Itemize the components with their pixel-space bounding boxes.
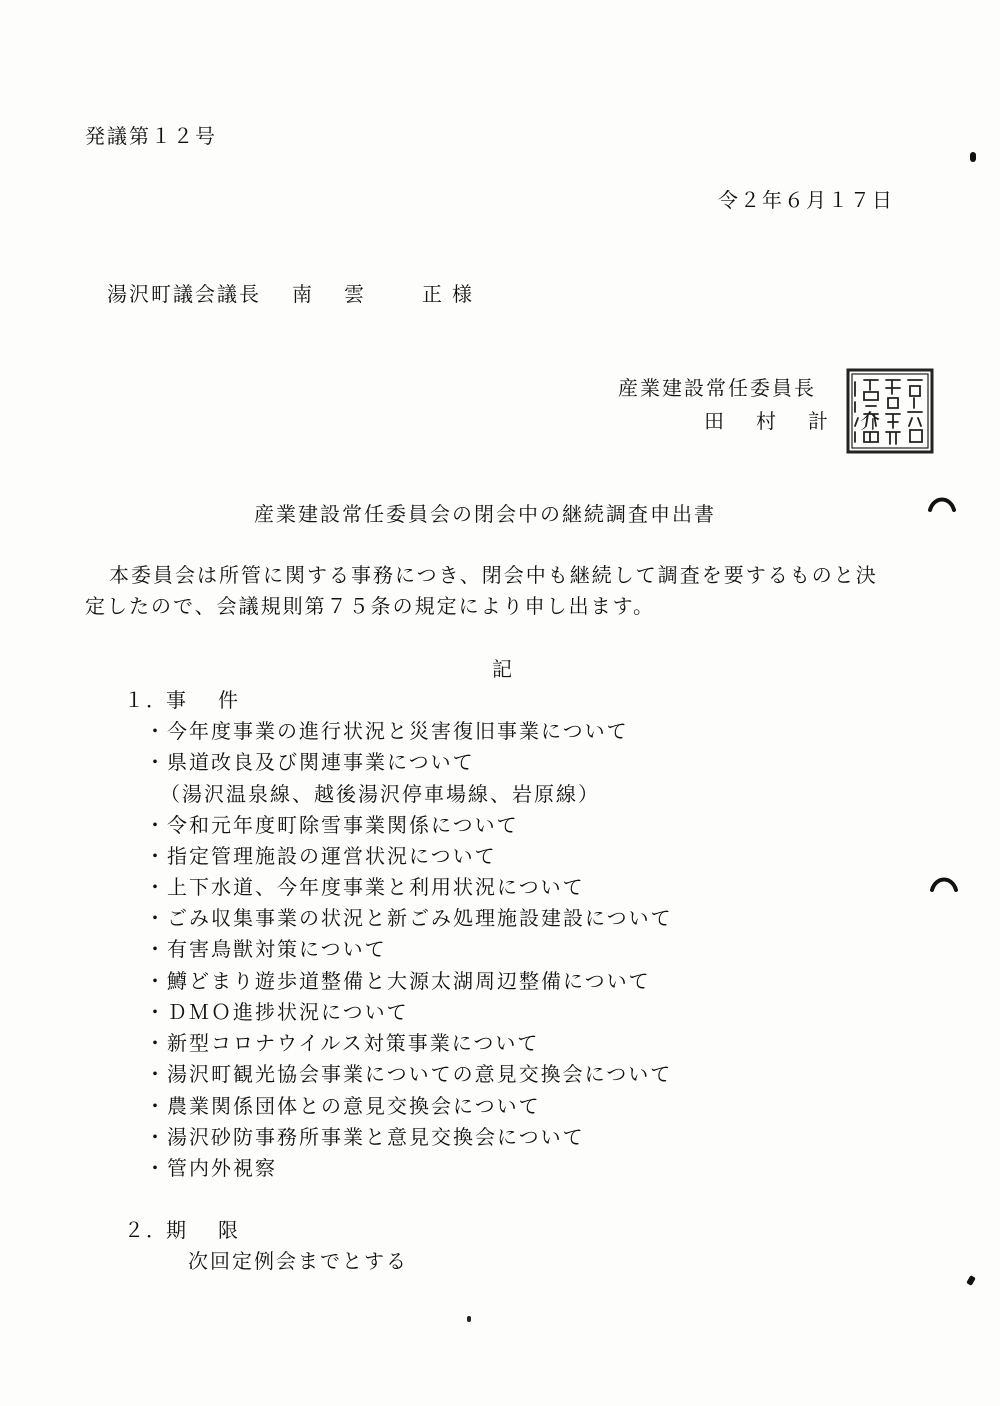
list-item: ・指定管理施設の運営状況について (145, 844, 497, 868)
binder-hole-mark (930, 874, 958, 894)
list-item: ・湯沢砂防事務所事業と意見交換会について (145, 1125, 585, 1149)
document-date: 令２年６月１７日 (718, 188, 894, 212)
addressee-title: 湯沢町議会議長 (107, 282, 261, 306)
list-item-note: （湯沢温泉線、越後湯沢停車場線、岩原線） (160, 782, 600, 806)
section2-number: ２． (124, 1218, 168, 1242)
scan-speck (467, 1316, 471, 1322)
section2-heading: 期 限 (166, 1218, 244, 1242)
sender-name: 田 村 計 介 (704, 409, 886, 433)
list-item: ・農業関係団体との意見交換会について (145, 1094, 541, 1118)
list-item: ・上下水道、今年度事業と利用状況について (145, 875, 585, 899)
scan-speck (966, 1275, 976, 1286)
section1-number: １． (124, 688, 168, 712)
ki-marker: 記 (492, 657, 514, 681)
section2-content: 次回定例会までとする (188, 1249, 408, 1273)
list-item: ・湯沢町観光協会事業についての意見交換会について (145, 1062, 673, 1086)
list-item: ・管内外視察 (145, 1156, 277, 1180)
document-number: 発議第１２号 (85, 124, 217, 148)
document-title: 産業建設常任委員会の閉会中の継続調査申出書 (254, 502, 716, 526)
section1-heading: 事 件 (166, 688, 244, 712)
list-item: ・令和元年度町除雪事業関係について (145, 813, 519, 837)
list-item: ・県道改良及び関連事業について (145, 750, 475, 774)
official-seal-stamp (846, 368, 934, 454)
list-item: ・ごみ収集事業の状況と新ごみ処理施設建設について (145, 906, 673, 930)
body-text-line-1: 本委員会は所管に関する事務につき、閉会中も継続して調査を要するものと決 (109, 563, 878, 587)
sender-position: 産業建設常任委員長 (618, 376, 816, 400)
addressee-name: 南 雲 正 (292, 282, 448, 306)
list-item: ・ＤＭＯ進捗状況について (145, 1000, 409, 1024)
addressee-honorific: 様 (452, 282, 474, 306)
list-item: ・鱒どまり遊歩道整備と大源太湖周辺整備について (145, 969, 651, 993)
list-item: ・新型コロナウイルス対策事業について (145, 1031, 540, 1055)
list-item: ・今年度事業の進行状況と災害復旧事業について (145, 719, 629, 743)
scan-speck (970, 152, 976, 162)
list-item: ・有害鳥獣対策について (145, 937, 387, 961)
binder-hole-mark (928, 494, 956, 514)
body-text-line-2: 定したので、会議規則第７５条の規定により申し出ます。 (85, 594, 655, 618)
